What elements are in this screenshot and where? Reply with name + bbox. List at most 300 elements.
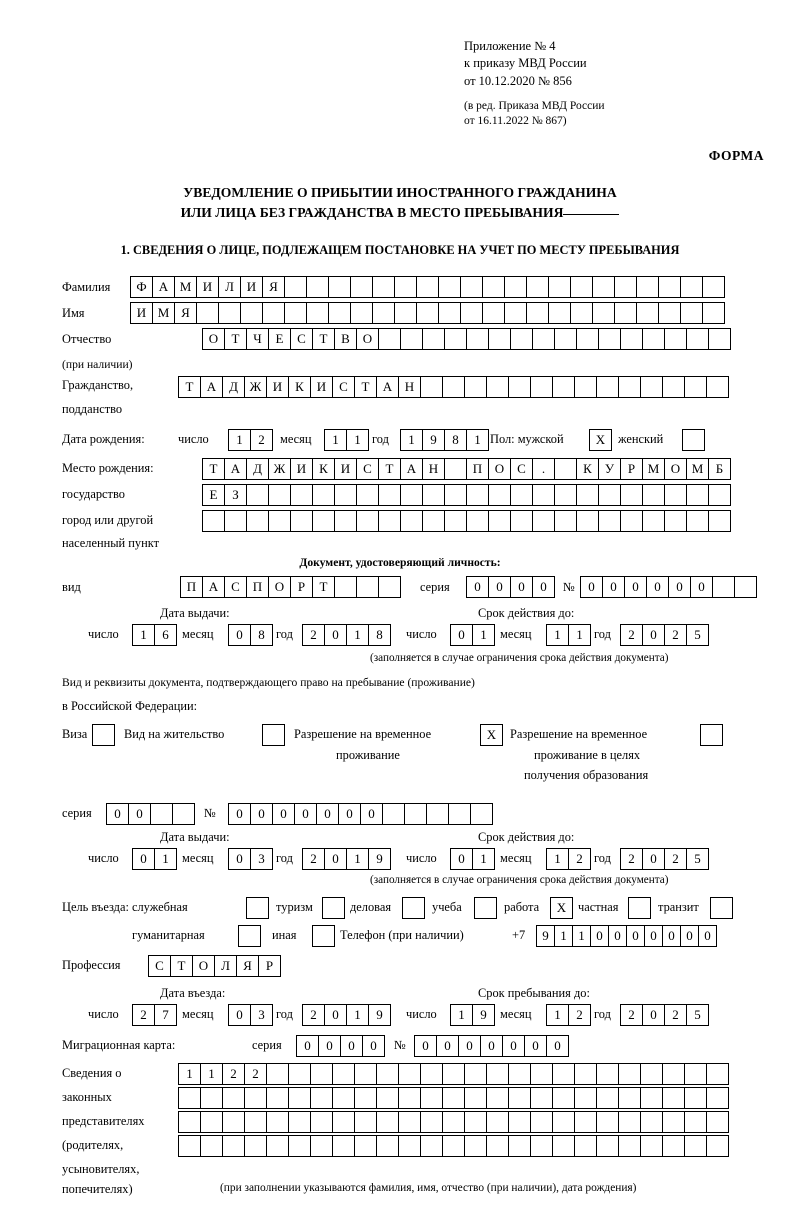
cell[interactable] xyxy=(482,302,505,324)
cell[interactable]: 0 xyxy=(414,1035,437,1057)
purpose-business-checkbox[interactable] xyxy=(402,897,424,919)
cell[interactable] xyxy=(290,484,313,506)
cell[interactable] xyxy=(574,1111,597,1133)
cell[interactable]: 0 xyxy=(602,576,625,598)
cell[interactable] xyxy=(310,1087,333,1109)
cell[interactable]: 1 xyxy=(200,1063,223,1085)
cell[interactable] xyxy=(444,510,467,532)
cell[interactable]: 3 xyxy=(250,1004,273,1026)
cell[interactable] xyxy=(422,510,445,532)
cell[interactable] xyxy=(680,276,703,298)
cell[interactable]: 5 xyxy=(686,1004,709,1026)
cell[interactable]: X xyxy=(550,897,573,919)
cell[interactable] xyxy=(222,1111,245,1133)
cell[interactable] xyxy=(394,276,417,298)
cell[interactable]: 1 xyxy=(568,624,591,646)
temp-residence-checkbox[interactable] xyxy=(480,724,502,746)
cell[interactable]: О xyxy=(488,458,511,480)
cell[interactable]: 8 xyxy=(368,624,391,646)
cell[interactable]: 0 xyxy=(532,576,555,598)
cell[interactable]: 0 xyxy=(272,803,295,825)
cell[interactable] xyxy=(574,376,597,398)
cell[interactable]: 0 xyxy=(318,1035,341,1057)
migration-series-boxes[interactable] xyxy=(296,1035,384,1057)
cell[interactable] xyxy=(508,1087,531,1109)
cell[interactable]: 2 xyxy=(222,1063,245,1085)
cell[interactable] xyxy=(598,484,621,506)
cell[interactable] xyxy=(422,484,445,506)
cell[interactable]: Т xyxy=(312,328,335,350)
cell[interactable] xyxy=(172,803,195,825)
cell[interactable]: И xyxy=(240,276,263,298)
cell[interactable] xyxy=(576,510,599,532)
cell[interactable] xyxy=(246,510,269,532)
permit-issue-month-boxes[interactable] xyxy=(228,848,272,870)
cell[interactable] xyxy=(640,1111,663,1133)
cell[interactable]: Л xyxy=(218,276,241,298)
cell[interactable] xyxy=(530,1063,553,1085)
cell[interactable] xyxy=(466,484,489,506)
cell[interactable] xyxy=(288,1111,311,1133)
cell[interactable] xyxy=(266,1135,289,1157)
cell[interactable] xyxy=(350,276,373,298)
cell[interactable]: М xyxy=(174,276,197,298)
cell[interactable]: 0 xyxy=(608,925,627,947)
cell[interactable] xyxy=(510,328,533,350)
cell[interactable]: 2 xyxy=(620,624,643,646)
cell[interactable] xyxy=(554,328,577,350)
cell[interactable]: О xyxy=(202,328,225,350)
cell[interactable] xyxy=(328,276,351,298)
cell[interactable] xyxy=(438,276,461,298)
cell[interactable] xyxy=(376,1135,399,1157)
cell[interactable]: 0 xyxy=(450,848,473,870)
cell[interactable] xyxy=(312,484,335,506)
cell[interactable] xyxy=(398,1135,421,1157)
surname-boxes[interactable] xyxy=(130,276,724,298)
cell[interactable] xyxy=(444,458,467,480)
cell[interactable] xyxy=(708,328,731,350)
cell[interactable] xyxy=(404,803,427,825)
id-issue-month-boxes[interactable] xyxy=(228,624,272,646)
purpose-study-checkbox[interactable] xyxy=(474,897,496,919)
cell[interactable]: 1 xyxy=(324,429,347,451)
cell[interactable] xyxy=(240,302,263,324)
cell[interactable] xyxy=(552,1087,575,1109)
cell[interactable] xyxy=(596,1087,619,1109)
cell[interactable] xyxy=(306,302,329,324)
cell[interactable]: М xyxy=(642,458,665,480)
cell[interactable] xyxy=(574,1063,597,1085)
cell[interactable]: 0 xyxy=(250,803,273,825)
birth-day-boxes[interactable] xyxy=(228,429,272,451)
cell[interactable] xyxy=(526,302,549,324)
profession-boxes[interactable] xyxy=(148,955,280,977)
cell[interactable] xyxy=(350,302,373,324)
cell[interactable]: 2 xyxy=(132,1004,155,1026)
cell[interactable]: 2 xyxy=(250,429,273,451)
cell[interactable] xyxy=(266,1111,289,1133)
cell[interactable] xyxy=(508,376,531,398)
cell[interactable] xyxy=(680,302,703,324)
cell[interactable]: О xyxy=(356,328,379,350)
cell[interactable]: Е xyxy=(202,484,225,506)
cell[interactable] xyxy=(398,1111,421,1133)
cell[interactable]: И xyxy=(290,458,313,480)
cell[interactable] xyxy=(334,576,357,598)
cell[interactable]: П xyxy=(180,576,203,598)
cell[interactable]: 1 xyxy=(472,624,495,646)
cell[interactable] xyxy=(700,724,723,746)
cell[interactable]: П xyxy=(466,458,489,480)
cell[interactable]: 0 xyxy=(362,1035,385,1057)
cell[interactable]: 0 xyxy=(662,925,681,947)
cell[interactable] xyxy=(200,1087,223,1109)
cell[interactable] xyxy=(628,897,651,919)
cell[interactable]: 0 xyxy=(502,1035,525,1057)
cell[interactable] xyxy=(620,484,643,506)
cell[interactable] xyxy=(664,510,687,532)
cell[interactable] xyxy=(548,302,571,324)
cell[interactable]: 0 xyxy=(626,925,645,947)
cell[interactable]: О xyxy=(192,955,215,977)
cell[interactable] xyxy=(706,1111,729,1133)
cell[interactable]: X xyxy=(480,724,503,746)
cell[interactable] xyxy=(548,276,571,298)
cell[interactable] xyxy=(438,302,461,324)
cell[interactable] xyxy=(92,724,115,746)
cell[interactable] xyxy=(356,510,379,532)
cell[interactable]: 9 xyxy=(368,848,391,870)
cell[interactable] xyxy=(712,576,735,598)
cell[interactable] xyxy=(532,328,555,350)
cell[interactable]: 7 xyxy=(154,1004,177,1026)
entry-year-boxes[interactable] xyxy=(302,1004,390,1026)
cell[interactable] xyxy=(618,1111,641,1133)
purpose-service-checkbox[interactable] xyxy=(246,897,268,919)
name-boxes[interactable] xyxy=(130,302,724,324)
cell[interactable]: О xyxy=(268,576,291,598)
cell[interactable]: Р xyxy=(258,955,281,977)
cell[interactable]: 1 xyxy=(228,429,251,451)
cell[interactable] xyxy=(394,302,417,324)
cell[interactable] xyxy=(530,376,553,398)
cell[interactable]: 5 xyxy=(686,848,709,870)
cell[interactable]: 1 xyxy=(346,1004,369,1026)
cell[interactable] xyxy=(706,376,729,398)
cell[interactable] xyxy=(598,510,621,532)
cell[interactable]: Т xyxy=(378,458,401,480)
cell[interactable] xyxy=(510,484,533,506)
cell[interactable]: 1 xyxy=(154,848,177,870)
cell[interactable]: 1 xyxy=(346,429,369,451)
cell[interactable] xyxy=(416,276,439,298)
cell[interactable]: У xyxy=(598,458,621,480)
cell[interactable] xyxy=(552,1111,575,1133)
cell[interactable]: 1 xyxy=(546,1004,569,1026)
stay-year-boxes[interactable] xyxy=(620,1004,708,1026)
cell[interactable]: К xyxy=(312,458,335,480)
cell[interactable] xyxy=(508,1135,531,1157)
cell[interactable] xyxy=(290,510,313,532)
cell[interactable] xyxy=(662,1063,685,1085)
cell[interactable] xyxy=(640,1063,663,1085)
cell[interactable]: 0 xyxy=(642,624,665,646)
cell[interactable] xyxy=(466,510,489,532)
cell[interactable]: 0 xyxy=(644,925,663,947)
cell[interactable] xyxy=(334,484,357,506)
cell[interactable] xyxy=(464,376,487,398)
purpose-humanitarian-checkbox[interactable] xyxy=(238,925,260,947)
cell[interactable]: И xyxy=(130,302,153,324)
permit-number-boxes[interactable] xyxy=(228,803,492,825)
cell[interactable]: Е xyxy=(268,328,291,350)
purpose-other-checkbox[interactable] xyxy=(312,925,334,947)
cell[interactable]: 0 xyxy=(646,576,669,598)
cell[interactable] xyxy=(706,1087,729,1109)
cell[interactable] xyxy=(312,510,335,532)
cell[interactable] xyxy=(662,1111,685,1133)
cell[interactable]: 1 xyxy=(546,624,569,646)
cell[interactable] xyxy=(332,1063,355,1085)
cell[interactable] xyxy=(532,510,555,532)
purpose-work-checkbox[interactable] xyxy=(550,897,572,919)
cell[interactable]: Я xyxy=(262,276,285,298)
cell[interactable]: 0 xyxy=(228,624,251,646)
cell[interactable] xyxy=(332,1135,355,1157)
cell[interactable] xyxy=(372,276,395,298)
cell[interactable] xyxy=(442,376,465,398)
stay-month-boxes[interactable] xyxy=(546,1004,590,1026)
cell[interactable]: Б xyxy=(708,458,731,480)
cell[interactable] xyxy=(734,576,757,598)
cell[interactable] xyxy=(706,1135,729,1157)
cell[interactable] xyxy=(196,302,219,324)
cell[interactable] xyxy=(526,276,549,298)
stay-day-boxes[interactable] xyxy=(450,1004,494,1026)
cell[interactable]: И xyxy=(266,376,289,398)
cell[interactable] xyxy=(486,376,509,398)
cell[interactable]: Р xyxy=(290,576,313,598)
cell[interactable] xyxy=(530,1087,553,1109)
cell[interactable] xyxy=(554,458,577,480)
cell[interactable] xyxy=(464,1111,487,1133)
cell[interactable] xyxy=(684,1063,707,1085)
cell[interactable] xyxy=(532,484,555,506)
cell[interactable] xyxy=(268,484,291,506)
cell[interactable] xyxy=(504,302,527,324)
cell[interactable] xyxy=(574,1087,597,1109)
cell[interactable]: 1 xyxy=(572,925,591,947)
cell[interactable] xyxy=(218,302,241,324)
cell[interactable]: С xyxy=(224,576,247,598)
cell[interactable] xyxy=(702,302,725,324)
cell[interactable] xyxy=(444,484,467,506)
cell[interactable] xyxy=(244,1135,267,1157)
cell[interactable]: 0 xyxy=(590,925,609,947)
cell[interactable]: А xyxy=(202,576,225,598)
purpose-tourism-checkbox[interactable] xyxy=(322,897,344,919)
sex-male-checkbox[interactable] xyxy=(589,429,611,451)
cell[interactable]: 0 xyxy=(296,1035,319,1057)
cell[interactable] xyxy=(474,897,497,919)
cell[interactable] xyxy=(686,328,709,350)
cell[interactable]: 0 xyxy=(580,576,603,598)
cell[interactable] xyxy=(592,302,615,324)
cell[interactable]: А xyxy=(376,376,399,398)
cell[interactable] xyxy=(426,803,449,825)
entry-day-boxes[interactable] xyxy=(132,1004,176,1026)
cell[interactable] xyxy=(596,1063,619,1085)
cell[interactable]: 1 xyxy=(132,624,155,646)
cell[interactable]: 0 xyxy=(340,1035,363,1057)
cell[interactable] xyxy=(372,302,395,324)
purpose-transit-checkbox[interactable] xyxy=(710,897,732,919)
cell[interactable] xyxy=(702,276,725,298)
cell[interactable] xyxy=(288,1135,311,1157)
cell[interactable] xyxy=(444,328,467,350)
legal-rep-boxes-3[interactable] xyxy=(178,1111,728,1133)
cell[interactable]: 0 xyxy=(546,1035,569,1057)
cell[interactable] xyxy=(618,1087,641,1109)
cell[interactable] xyxy=(442,1135,465,1157)
cell[interactable] xyxy=(470,803,493,825)
cell[interactable] xyxy=(222,1135,245,1157)
cell[interactable] xyxy=(618,1063,641,1085)
cell[interactable] xyxy=(504,276,527,298)
cell[interactable]: 1 xyxy=(400,429,423,451)
cell[interactable]: Р xyxy=(620,458,643,480)
cell[interactable]: Т xyxy=(202,458,225,480)
cell[interactable] xyxy=(262,302,285,324)
cell[interactable]: Т xyxy=(178,376,201,398)
permit-valid-day-boxes[interactable] xyxy=(450,848,494,870)
cell[interactable] xyxy=(378,328,401,350)
birth-place-city-boxes-2[interactable] xyxy=(202,510,730,532)
cell[interactable]: Т xyxy=(224,328,247,350)
cell[interactable] xyxy=(488,328,511,350)
cell[interactable] xyxy=(662,1135,685,1157)
cell[interactable] xyxy=(442,1087,465,1109)
cell[interactable]: 0 xyxy=(642,1004,665,1026)
cell[interactable] xyxy=(420,1087,443,1109)
cell[interactable]: 2 xyxy=(664,848,687,870)
cell[interactable] xyxy=(488,510,511,532)
cell[interactable]: 1 xyxy=(346,848,369,870)
cell[interactable]: С xyxy=(356,458,379,480)
cell[interactable] xyxy=(266,1087,289,1109)
cell[interactable] xyxy=(244,1111,267,1133)
birth-month-boxes[interactable] xyxy=(324,429,368,451)
cell[interactable]: 0 xyxy=(466,576,489,598)
cell[interactable] xyxy=(636,302,659,324)
cell[interactable]: Ж xyxy=(268,458,291,480)
entry-month-boxes[interactable] xyxy=(228,1004,272,1026)
cell[interactable] xyxy=(576,328,599,350)
cell[interactable]: М xyxy=(152,302,175,324)
purpose-private-checkbox[interactable] xyxy=(628,897,650,919)
cell[interactable] xyxy=(310,1111,333,1133)
cell[interactable] xyxy=(284,276,307,298)
legal-rep-boxes-2[interactable] xyxy=(178,1087,728,1109)
cell[interactable] xyxy=(354,1063,377,1085)
cell[interactable] xyxy=(460,276,483,298)
cell[interactable] xyxy=(378,510,401,532)
cell[interactable]: А xyxy=(400,458,423,480)
id-doc-number-boxes[interactable] xyxy=(580,576,756,598)
cell[interactable]: 8 xyxy=(250,624,273,646)
cell[interactable]: 0 xyxy=(480,1035,503,1057)
cell[interactable] xyxy=(658,302,681,324)
migration-number-boxes[interactable] xyxy=(414,1035,568,1057)
cell[interactable] xyxy=(570,302,593,324)
cell[interactable]: А xyxy=(152,276,175,298)
cell[interactable] xyxy=(640,376,663,398)
cell[interactable] xyxy=(466,328,489,350)
legal-rep-boxes-1[interactable] xyxy=(178,1063,728,1085)
cell[interactable] xyxy=(708,510,731,532)
cell[interactable] xyxy=(684,1087,707,1109)
cell[interactable] xyxy=(312,925,335,947)
cell[interactable]: 0 xyxy=(668,576,691,598)
cell[interactable] xyxy=(662,376,685,398)
birth-place-country-boxes[interactable] xyxy=(202,458,730,480)
cell[interactable]: С xyxy=(510,458,533,480)
cell[interactable]: А xyxy=(200,376,223,398)
cell[interactable]: 2 xyxy=(568,1004,591,1026)
permit-issue-day-boxes[interactable] xyxy=(132,848,176,870)
residence-permit-checkbox[interactable] xyxy=(262,724,284,746)
permit-valid-year-boxes[interactable] xyxy=(620,848,708,870)
cell[interactable]: С xyxy=(290,328,313,350)
cell[interactable]: В xyxy=(334,328,357,350)
cell[interactable]: 2 xyxy=(302,624,325,646)
cell[interactable]: Я xyxy=(236,955,259,977)
cell[interactable]: 0 xyxy=(510,576,533,598)
cell[interactable] xyxy=(658,276,681,298)
cell[interactable] xyxy=(508,1111,531,1133)
cell[interactable]: 9 xyxy=(472,1004,495,1026)
cell[interactable] xyxy=(596,376,619,398)
cell[interactable]: 1 xyxy=(554,925,573,947)
cell[interactable] xyxy=(576,484,599,506)
cell[interactable]: 0 xyxy=(680,925,699,947)
cell[interactable] xyxy=(642,328,665,350)
cell[interactable] xyxy=(354,1111,377,1133)
cell[interactable] xyxy=(664,484,687,506)
sex-female-checkbox[interactable] xyxy=(682,429,704,451)
cell[interactable] xyxy=(596,1111,619,1133)
cell[interactable]: 0 xyxy=(228,803,251,825)
cell[interactable]: Я xyxy=(174,302,197,324)
cell[interactable]: А xyxy=(224,458,247,480)
cell[interactable] xyxy=(570,276,593,298)
id-issue-day-boxes[interactable] xyxy=(132,624,176,646)
cell[interactable] xyxy=(202,510,225,532)
id-valid-month-boxes[interactable] xyxy=(546,624,590,646)
cell[interactable]: 2 xyxy=(620,1004,643,1026)
id-doc-series-boxes[interactable] xyxy=(466,576,554,598)
cell[interactable] xyxy=(464,1063,487,1085)
cell[interactable] xyxy=(552,376,575,398)
cell[interactable]: Л xyxy=(214,955,237,977)
cell[interactable]: 0 xyxy=(450,624,473,646)
cell[interactable]: 0 xyxy=(132,848,155,870)
cell[interactable]: Ж xyxy=(244,376,267,398)
cell[interactable] xyxy=(268,510,291,532)
edu-residence-checkbox[interactable] xyxy=(700,724,722,746)
cell[interactable]: О xyxy=(664,458,687,480)
